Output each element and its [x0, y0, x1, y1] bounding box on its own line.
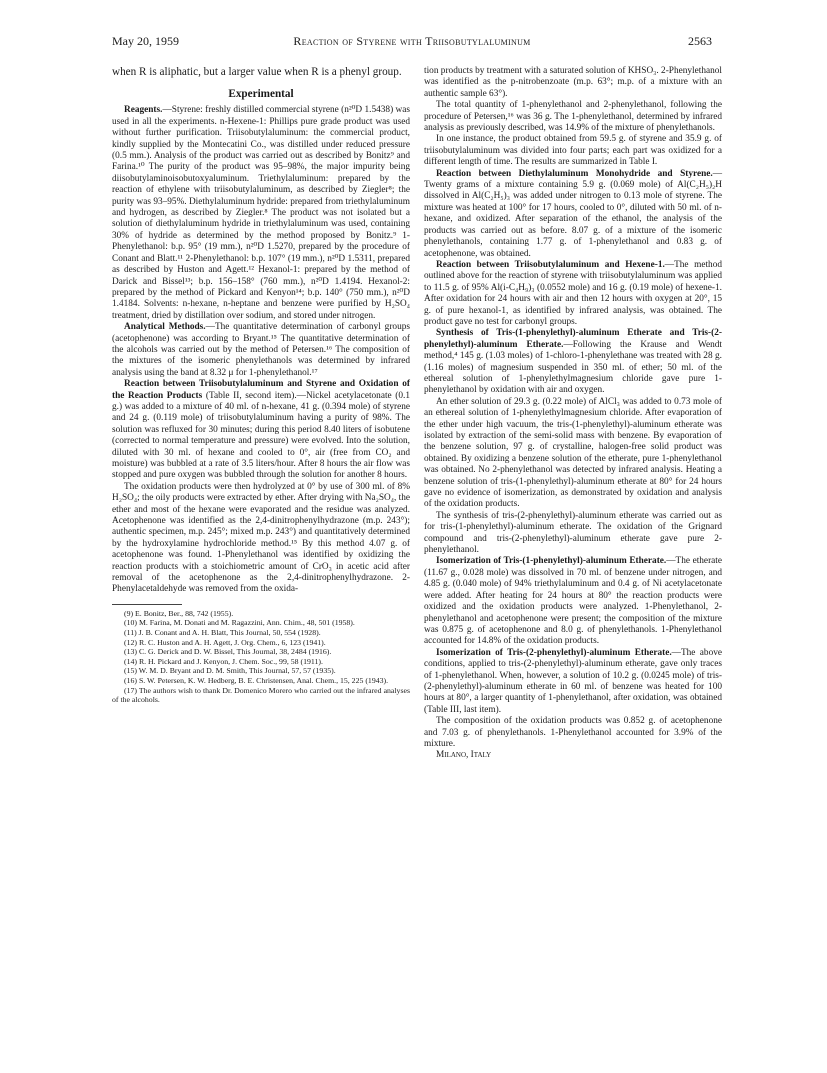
isomerization-1-text: —The etherate (11.67 g., 0.028 mole) was dissolved in 70 ml. of benzene under nitrogen, and 4.85 g. (0.040 mole) of 94% triethylaluminum and 0.4 g. of Ni acetylacetonate were added. After heating for 24 hours at 80° the reaction products were oxidized and the oxidation products were analyzed. 1-Phenylethanol, 2-phenylethanol and acetophenone were present; the composition of the mixture was 0.875 g. of acetophenone and 8.0 g. of phenylethanols. 1-Phenylethanol accounted for 14.8% of the oxidation products. — [424, 556, 722, 647]
header-date: May 20, 1959 — [112, 34, 179, 48]
footnote: (10) M. Farina, M. Donati and M. Ragazzini, Ann. Chim., 48, 501 (1958). — [124, 618, 355, 628]
footnote: (12) R. C. Huston and A. H. Agett, J. Org. Chem., 6, 123 (1941). — [124, 637, 326, 647]
paragraph-styrene-oxidation — [112, 379, 410, 482]
synthesis-text: —Following the Krause and Wendt method,⁴ 145 g. (1.03 moles) of 1-chloro-1-phenylethane was treated with 28 g. (1.16 moles) of magnesium suspended in 350 ml. of ether; 50 ml. of the ethereal solution of 1-phenylethylmagnesium chloride gave pure 1-phenylethanol by oxidation with air and oxygen. — [424, 339, 722, 396]
footnote: (16) S. W. Petersen, K. W. Hedberg, B. E. Christensen, Anal. Chem., 15, 225 (1943). — [124, 676, 389, 686]
analytical-methods-text: —The quantitative determination of carbonyl groups (acetophenone) was according to Bryant.¹⁵ The quantitative determination of the alcohols was carried out by the method of Petersen.¹⁶ The composition of the mixtures of the isomeric phenylethanols was determined by infrared analysis using the band at 8.32 μ for 1-phenylethanol.¹⁷ — [112, 322, 410, 378]
runin-heading-diethylaluminum: Reaction between Diethylaluminum Monohydride and Styrene. — [436, 168, 713, 179]
diethylaluminum-text: —Twenty grams of a mixture containing 5.9 g. (0.069 mole) of Al(C₂H₅)₂H dissolved in Al(C₂H₅)₃ was added under nitrogen to 0.13 mole of styrene. The mixture was heated at 100° for 17 hours, cooled to 0°, diluted with 50 ml. of n-hexane, and oxidized. After separation of the ethanol, the analysis of the products was carried out as before. 8.07 g. of a mixture of the isomeric phenylethanols, containing 1.77 g. of 1-phenylethanol and 0.83 g. of acetophenone, was obtained. — [424, 168, 722, 259]
runin-heading-reagents: Reagents. — [124, 105, 163, 116]
footnote: (13) C. G. Derick and D. W. Bissel, This Journal, 38, 2484 (1916). — [124, 647, 332, 657]
runin-heading-isomerization-2: Isomerization of Tris-(2-phenylethyl)-aluminum Etherate. — [436, 647, 672, 658]
footnote-rule — [112, 604, 182, 605]
paragraph-synthesis-2: The synthesis of tris-(2-phenylethyl)-aluminum etherate was carried out as for tris-(1-phenylethyl)-aluminum etherate. The oxidation of the Grignard compound and tris-(2-phenylethyl)-aluminum etherate gave pure 2-phenylethanol. — [424, 510, 722, 556]
right-column — [424, 66, 722, 762]
runin-heading-styrene-oxidation: Reaction between Triisobutylaluminum and Styrene and Oxidation of the Reaction Products — [112, 379, 410, 401]
running-header — [112, 34, 712, 50]
paragraph-hydrolysis: The oxidation products were then hydrolyzed at 0° by use of 300 ml. of 8% H₂SO₄; the oily products were extracted by ether. After drying with Na₂SO₄, the ether and most of the hexane were evaporated and the residue was analyzed. Acetophenone was identified as the 2,4-dinitrophenylhydrazone (m.p. 243°); authentic specimen, m.p. 245°; mixed m.p. 243°) and quantitatively determined by the hydroxylamine hydrochloride method.¹⁵ By this method 4.07 g. of acetophenone was found. 1-Phenylethanol was identified by oxidizing the reaction products with a stoichiometric amount of CrO₃ in acetic acid after removal of the acetophenone as the 2,4-dinitrophenylhydrazone. 2-Phenylacetaldehyde was removed from the oxida- — [112, 481, 410, 595]
footnote: (15) W. M. D. Bryant and D. M. Smith, This Journal, 57, 57 (1935). — [124, 666, 336, 676]
footnote: (9) E. Bonitz, Ber., 88, 742 (1955). — [124, 608, 234, 618]
reagents-text: —Styrene: freshly distilled commercial styrene (n²⁰D 1.5438) was used in all the experiments. n-Hexene-1: Phillips pure grade product was used without further purification. Triisobutylaluminum: the commercial product, kindly supplied by the Montecatini Co., was distilled under reduced pressure (0.5 mm.). Analysis of the product was carried out as described by Bonitz⁹ and Farina.¹⁰ The purity of the product was 95–98%, the major impurity being diisobutylaminoisobutoxyaluminum. Triethylaluminum: prepared by the reaction of ethylene with triisobutylaluminum, as described by Ziegler⁸; the purity was 93–95%. Diethylaluminum hydride: prepared from triethylaluminum and hydrogen, as described by Ziegler.⁸ The product was not isolated but a solution of diethylaluminum hydride in triethylaluminum was used, containing 30% of hydride as determined by the method proposed by Bonitz.⁹ 1-Phenylethanol: b.p. 95° (19 mm.), n²⁰D 1.5270, prepared by the procedure of Conant and Blatt.¹¹ 2-Phenylethanol: b.p. 107° (19 mm.), n²⁰D 1.5311, prepared as described by Huston and Agett.¹² Hexanol-1: prepared by the method of Darick and Bissel¹³; b.p. 156–158° (760 mm.), n²⁰D 1.4194. Hexanol-2: prepared by the method of Pickard and Kenyon¹⁴; b.p. 140° (750 mm.), n²⁰D 1.4184. Solvents: n-hexane, n-heptane and benzene were purified by H₂SO₄ treatment, dried by distillation over sodium, and stored under nitrogen. — [112, 105, 410, 321]
paragraph-total-quantity: The total quantity of 1-phenylethanol and 2-phenylethanol, following the procedure of Petersen,¹⁶ was 36 g. The 1-phenylethanol, determined by infrared analysis as previously described, was 14.9% of the mixture of phenylethanols. — [424, 100, 722, 134]
runin-heading-isomerization-1: Isomerization of Tris-(1-phenylethyl)-aluminum Etherate. — [436, 556, 667, 567]
header-title: Reaction of Styrene with Triisobutylaluminum — [293, 34, 531, 48]
paragraph-isomerization-2 — [424, 648, 722, 716]
runin-heading-analytical-methods: Analytical Methods. — [124, 322, 206, 333]
paragraph-composition: The composition of the oxidation products was 0.852 g. of acetophenone and 7.03 g. of phenylethanols. 1-Phenylethanol accounted for 3.9% of the mixture. — [424, 716, 722, 749]
paragraph-hexene — [424, 260, 722, 328]
paragraph-synthesis — [424, 328, 722, 396]
header-page-number: 2563 — [688, 34, 712, 48]
intro-text: when R is aliphatic, but a larger value when R is a phenyl group. — [112, 66, 402, 78]
paragraph-isomerization-1 — [424, 556, 722, 647]
paragraph-continuation: tion products by treatment with a saturated solution of KHSO₃. 2-Phenylethanol was identified as the p-nitrobenzoate (m.p. 63°; m.p. of a mixture with an authentic sample 63°). — [424, 66, 722, 99]
footnotes — [112, 609, 410, 705]
paragraph-reagents — [112, 105, 410, 322]
runin-heading-synthesis: Synthesis of Tris-(1-phenylethyl)-aluminum Etherate and Tris-(2-phenylethyl)-aluminum Etherate. — [424, 328, 722, 350]
paragraph-diethylaluminum — [424, 169, 722, 260]
left-column — [112, 66, 410, 705]
styrene-oxidation-text: (Table II, second item).—Nickel acetylacetonate (0.1 g.) was added to a mixture of 40 ml. of n-hexane, 41 g. (0.394 mole) of styrene and 24 g. (0.119 mole) of triisobutylaluminum having a purity of 98%. The solution was refluxed for 30 minutes; during this period 8.40 liters of isobutene (corrected to normal temperature and pressure) were evolved. Into the solution, diluted with 30 ml. of hexane and cooled to 0°, air (free from CO₂ and moisture) was bubbled at a rate of 3.5 liters/hour. After 8 hours the air flow was stopped and pure oxygen was bubbled through the solution for another 8 hours. — [112, 390, 411, 481]
runin-heading-hexene: Reaction between Triisobutylaluminum and Hexene-1. — [436, 259, 665, 270]
section-heading-experimental: Experimental — [228, 88, 294, 100]
footnote: (11) J. B. Conant and A. H. Blatt, This Journal, 50, 554 (1928). — [124, 628, 321, 638]
paragraph-analytical-methods — [112, 322, 410, 379]
paragraph-ether-solution: An ether solution of 29.3 g. (0.22 mole) of AlCl₃ was added to 0.73 mole of an ethereal solution of 1-phenylethylmagnesium chloride. After evaporation of the ether under high vacuum, the tris-(1-phenylethyl)-aluminum etherate was isolated by extraction of the semi-solid mass with benzene. By evaporation of the benzene solution, 97 g. of crystalline, halogen-free solid product was obtained. By oxidizing a benzene solution of the etherate, pure 1-phenylethanol was obtained. No 2-phenylethanol was detected by infrared analysis. Heating a benzene solution of tris-(1-phenylethyl)-aluminum etherate at 80° for 24 hours gave no evidence of isomerization, as demonstrated by oxidation and analysis of the oxidation products. — [424, 396, 722, 510]
paragraph-one-instance: In one instance, the product obtained from 59.5 g. of styrene and 35.9 g. of triisobutylaluminum was divided into four parts; each part was oxidized for a different length of time. The results are summarized in Table I. — [424, 134, 722, 168]
signature-location: Milano, Italy — [436, 750, 492, 761]
footnote: (17) The authors wish to thank Dr. Domenico Morero who carried out the infrared analyses of the alcohols. — [112, 685, 410, 705]
footnote: (14) R. H. Pickard and J. Kenyon, J. Chem. Soc., 99, 58 (1911). — [124, 656, 323, 666]
isomerization-2-text: —The above conditions, applied to tris-(2-phenylethyl)-aluminum etherate, gave only traces of 1-phenylethanol. When, however, a solution of 10.2 g. (0.0245 mole) of tris-(2-phenylethyl)-aluminum etherate in 60 ml. of benzene was heated for 100 hours at 80°, a larger quantity of 1-phenylethanol, after oxidation, was obtained (Table III, last item). — [424, 647, 722, 715]
hexene-text: —The method outlined above for the reaction of styrene with triisobutylaluminum was applied to 11.5 g. of 95% Al(i-C₄H₉)₃ (0.0552 mole) and 16 g. (0.19 mole) of hexene-1. After oxidation for 24 hours with air and then 12 hours with oxygen at 20°, 15 g. of pure hexanol-1, as identified by infrared analysis, was obtained. The product gave no test for carbonyl groups. — [424, 259, 723, 327]
